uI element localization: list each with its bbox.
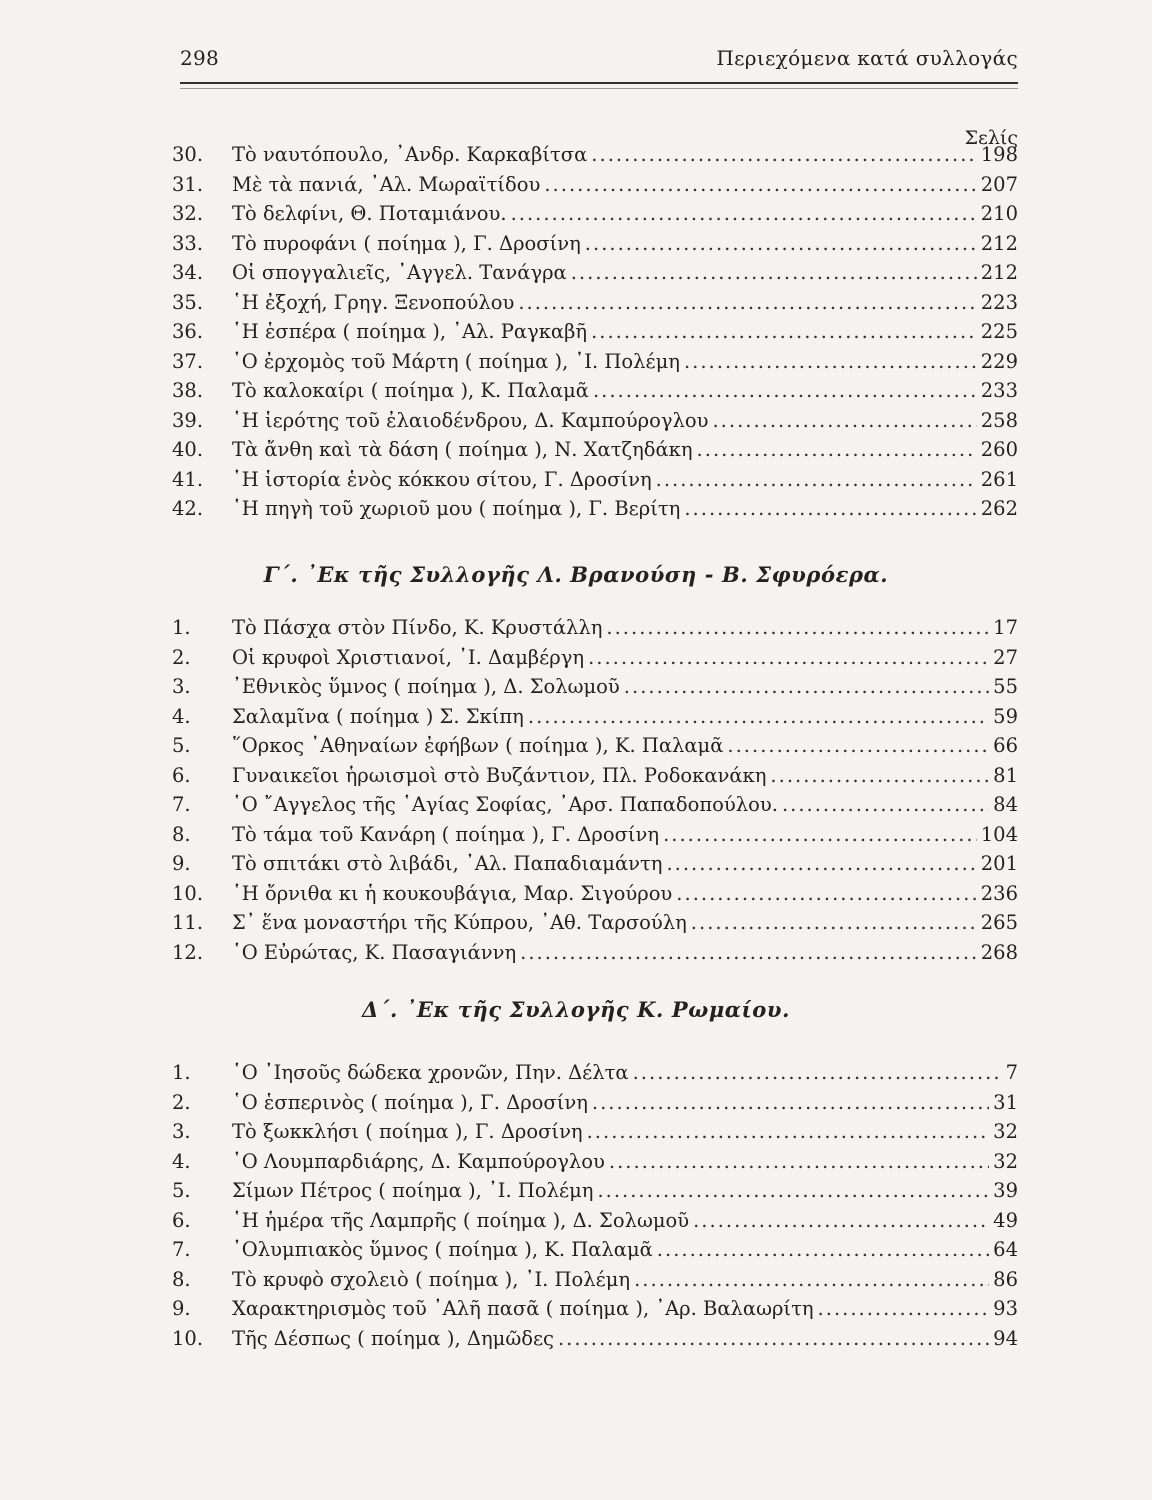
toc-entry-page: 212 xyxy=(980,261,1018,284)
toc-entry-number: 6. xyxy=(172,763,191,787)
toc-entry xyxy=(172,202,1018,232)
toc-entry-title: Χαρακτηρισμὸς τοῦ ᾿Αλῆ πασᾶ ( ποίημα ), ᾿Αρ. Βαλαωρίτη xyxy=(232,1297,814,1320)
toc-leader-dots xyxy=(511,202,977,225)
toc-entry xyxy=(172,173,1018,203)
toc-leader-dots xyxy=(591,320,977,343)
toc-entry-page: 94 xyxy=(993,1326,1018,1350)
toc-entry-number: 1. xyxy=(172,1061,191,1084)
toc-leader-dots xyxy=(691,911,977,934)
toc-entry-number: 41. xyxy=(172,467,204,491)
toc-entry-page: 81 xyxy=(993,763,1018,787)
toc-leader-dots xyxy=(571,261,977,284)
toc-entry-number: 3. xyxy=(172,1120,191,1143)
toc-entry xyxy=(172,705,1018,735)
section-c-heading xyxy=(0,562,1152,587)
running-head xyxy=(180,46,1018,74)
toc-leader-dots xyxy=(593,379,977,402)
toc-entry-page: 32 xyxy=(993,1149,1018,1173)
toc-entry-title: Σαλαμῖνα ( ποίημα ) Σ. Σκίπη xyxy=(232,704,524,728)
toc-entry-number: 4. xyxy=(172,704,191,728)
header-rule-thin xyxy=(180,88,1018,89)
toc-entry-number: 36. xyxy=(172,320,204,343)
toc-entry-title: Σίμων Πέτρος ( ποίημα ), ᾿Ι. Πολέμη xyxy=(232,1179,594,1202)
toc-entry-page: 27 xyxy=(993,645,1018,669)
toc-entry-number: 37. xyxy=(172,349,204,373)
toc-section-b xyxy=(172,143,1018,527)
header-rule xyxy=(180,82,1018,84)
toc-entry xyxy=(172,852,1018,882)
toc-entry xyxy=(172,320,1018,350)
toc-entry-title: Τὸ καλοκαίρι ( ποίημα ), Κ. Παλαμᾶ xyxy=(232,379,589,402)
toc-entry-number: 11. xyxy=(172,911,204,934)
toc-entry-title: ᾿Εθνικὸς ὕμνος ( ποίημα ), Δ. Σολωμοῦ xyxy=(232,675,620,698)
toc-entry-page: 212 xyxy=(980,231,1018,255)
toc-entry-title: ῾Ο ἐρχομὸς τοῦ Μάρτη ( ποίημα ), ᾿Ι. Πολέμη xyxy=(232,349,680,373)
toc-entry-page: 17 xyxy=(993,616,1018,639)
toc-leader-dots xyxy=(520,941,977,964)
toc-leader-dots xyxy=(634,1268,989,1291)
toc-entry-title: ῾Η ἱστορία ἑνὸς κόκκου σίτου, Γ. Δροσίνη xyxy=(232,467,652,491)
toc-entry xyxy=(172,941,1018,971)
toc-leader-dots xyxy=(676,882,976,905)
toc-entry-number: 5. xyxy=(172,1179,191,1202)
toc-entry-number: 2. xyxy=(172,645,191,669)
toc-entry-title: ῾Ο Λουμπαρδιάρης, Δ. Καμπούρογλου xyxy=(232,1149,605,1173)
toc-entry-page: 233 xyxy=(980,379,1018,402)
toc-leader-dots xyxy=(770,764,989,787)
toc-entry xyxy=(172,438,1018,468)
toc-leader-dots xyxy=(633,1061,1002,1084)
toc-entry-page: 261 xyxy=(980,467,1018,491)
toc-entry-number: 33. xyxy=(172,231,204,255)
toc-entry xyxy=(172,1327,1018,1357)
toc-entry-page: 55 xyxy=(993,675,1018,698)
toc-entry-page: 229 xyxy=(980,349,1018,373)
toc-entry-number: 39. xyxy=(172,408,204,432)
toc-entry-title: Γυναικεῖοι ἡρωισμοὶ στὸ Βυζάντιον, Πλ. Ροδοκανάκη xyxy=(232,763,767,787)
toc-entry-title: ῾Ο Εὐρώτας, Κ. Πασαγιάννη xyxy=(232,940,517,964)
toc-entry-title: ῾Η ἡμέρα τῆς Λαμπρῆς ( ποίημα ), Δ. Σολωμοῦ xyxy=(232,1208,690,1232)
toc-entry-number: 8. xyxy=(172,822,191,846)
toc-leader-dots xyxy=(606,616,989,639)
toc-entry-title: ῞Ορκος ᾿Αθηναίων ἐφήβων ( ποίημα ), Κ. Παλαμᾶ xyxy=(232,734,724,757)
toc-leader-dots xyxy=(818,1297,990,1320)
toc-leader-dots xyxy=(712,409,976,432)
toc-entry xyxy=(172,291,1018,321)
toc-entry xyxy=(172,350,1018,380)
toc-leader-dots xyxy=(592,1091,989,1114)
toc-entry-page: 225 xyxy=(980,320,1018,343)
toc-leader-dots xyxy=(544,173,976,196)
toc-leader-dots xyxy=(693,1209,989,1232)
toc-entry-title: ῾Ο ἑσπερινὸς ( ποίημα ), Γ. Δροσίνη xyxy=(232,1090,588,1114)
toc-entry-title: Τὸ κρυφὸ σχολειὸ ( ποίημα ), ᾿Ι. Πολέμη xyxy=(232,1267,631,1291)
toc-entry-title: Τὸ τάμα τοῦ Κανάρη ( ποίημα ), Γ. Δροσίνη xyxy=(232,822,660,846)
toc-leader-dots xyxy=(684,497,976,520)
toc-entry-title: Τὸ Πάσχα στὸν Πίνδο, Κ. Κρυστάλλη xyxy=(232,616,603,639)
toc-entry-page: 260 xyxy=(980,438,1018,461)
toc-leader-dots xyxy=(587,1120,990,1143)
toc-entry-title: ῾Η ἱερότης τοῦ ἐλαιοδένδρου, Δ. Καμπούρογλου xyxy=(232,408,709,432)
toc-entry-title: Οἱ κρυφοὶ Χριστιανοί, ᾿Ι. Δαμβέργη xyxy=(232,645,585,669)
toc-leader-dots xyxy=(684,350,977,373)
toc-entry-title: Τῆς Δέσπως ( ποίημα ), Δημῶδες xyxy=(232,1326,554,1350)
toc-leader-dots xyxy=(697,438,977,461)
toc-entry xyxy=(172,675,1018,705)
toc-entry-page: 59 xyxy=(993,704,1018,728)
toc-entry-number: 4. xyxy=(172,1149,191,1173)
toc-entry-page: 258 xyxy=(980,408,1018,432)
toc-entry-number: 10. xyxy=(172,881,204,905)
toc-entry-number: 34. xyxy=(172,261,204,284)
toc-entry-number: 5. xyxy=(172,734,191,757)
toc-leader-dots xyxy=(558,1327,989,1350)
toc-entry-number: 1. xyxy=(172,616,191,639)
toc-entry xyxy=(172,764,1018,794)
toc-entry-number: 12. xyxy=(172,940,204,964)
toc-entry-page: 49 xyxy=(993,1208,1018,1232)
toc-leader-dots xyxy=(609,1150,989,1173)
toc-entry-title: Σ᾿ ἕνα μοναστήρι τῆς Κύπρου, ᾿Αθ. Ταρσούλη xyxy=(232,911,687,934)
toc-entry-title: ῾Η ἑσπέρα ( ποίημα ), ᾿Αλ. Ραγκαβῆ xyxy=(232,320,588,343)
toc-entry-page: 198 xyxy=(980,143,1018,166)
section-c-heading-text: Γ΄. ᾿Εκ τῆς Συλλογῆς Λ. Βρανούση - Β. Σφυρόερα. xyxy=(263,562,889,587)
toc-entry-number: 7. xyxy=(172,1238,191,1261)
toc-entry-title: ῾Η πηγὴ τοῦ χωριοῦ μου ( ποίημα ), Γ. Βερίτη xyxy=(232,497,681,520)
toc-leader-dots xyxy=(518,291,976,314)
toc-leader-dots xyxy=(657,1238,989,1261)
toc-entry xyxy=(172,793,1018,823)
toc-entry xyxy=(172,261,1018,291)
toc-leader-dots xyxy=(597,1179,989,1202)
toc-entry-page: 201 xyxy=(980,852,1018,875)
toc-entry-page: 39 xyxy=(993,1179,1018,1202)
toc-entry-title: Οἱ σπογγαλιεῖς, ᾿Αγγελ. Τανάγρα xyxy=(232,261,567,284)
toc-entry-title: Τὸ πυροφάνι ( ποίημα ), Γ. Δροσίνη xyxy=(232,231,581,255)
toc-entry-title: ῾Ο ᾿Ιησοῦς δώδεκα χρονῶν, Πην. Δέλτα xyxy=(232,1061,629,1084)
toc-entry-number: 32. xyxy=(172,202,204,225)
toc-entry-title: Τὸ ξωκκλήσι ( ποίημα ), Γ. Δροσίνη xyxy=(232,1120,583,1143)
toc-entry xyxy=(172,409,1018,439)
toc-entry-page: 84 xyxy=(993,793,1018,816)
toc-leader-dots xyxy=(663,823,977,846)
toc-entry xyxy=(172,1209,1018,1239)
toc-leader-dots xyxy=(588,646,989,669)
toc-entry xyxy=(172,232,1018,262)
toc-entry xyxy=(172,468,1018,498)
toc-entry-page: 31 xyxy=(993,1090,1018,1114)
toc-entry xyxy=(172,1238,1018,1268)
toc-entry-page: 268 xyxy=(980,940,1018,964)
toc-entry-number: 2. xyxy=(172,1090,191,1114)
toc-leader-dots xyxy=(528,705,989,728)
toc-entry-page: 86 xyxy=(993,1267,1018,1291)
toc-entry-title: ῾Ο ῎Αγγελος τῆς ῾Αγίας Σοφίας, ᾿Αρσ. Παπαδοπούλου. xyxy=(232,793,778,816)
toc-entry-title: ῾Η ἐξοχή, Γρηγ. Ξενοπούλου xyxy=(232,290,515,314)
toc-entry-number: 35. xyxy=(172,290,204,314)
toc-entry xyxy=(172,734,1018,764)
toc-entry-number: 31. xyxy=(172,172,204,196)
toc-entry-page: 210 xyxy=(980,202,1018,225)
toc-leader-dots xyxy=(624,675,989,698)
toc-entry xyxy=(172,1268,1018,1298)
toc-entry-page: 66 xyxy=(993,734,1018,757)
toc-entry xyxy=(172,882,1018,912)
toc-leader-dots xyxy=(585,232,977,255)
toc-entry-number: 9. xyxy=(172,852,191,875)
page-number: 298 xyxy=(180,46,220,70)
toc-entry xyxy=(172,1150,1018,1180)
toc-entry-number: 7. xyxy=(172,793,191,816)
running-title: Περιεχόμενα κατά συλλογάς xyxy=(716,46,1018,70)
toc-entry-title: Μὲ τὰ πανιά, ᾿Αλ. Μωραϊτίδου xyxy=(232,172,541,196)
page-column-label: Σελίς xyxy=(964,127,1018,149)
toc-entry-number: 40. xyxy=(172,438,204,461)
toc-entry-page: 265 xyxy=(980,911,1018,934)
toc-entry xyxy=(172,143,1018,173)
toc-entry-number: 8. xyxy=(172,1267,191,1291)
toc-entry-page: 236 xyxy=(980,881,1018,905)
toc-entry-title: Τὸ ναυτόπουλο, ᾿Ανδρ. Καρκαβίτσα xyxy=(232,143,588,166)
toc-entry-page: 104 xyxy=(980,822,1018,846)
toc-entry-number: 9. xyxy=(172,1297,191,1320)
section-d-heading-text: Δ΄. ᾿Εκ τῆς Συλλογῆς Κ. Ρωμαίου. xyxy=(361,997,790,1022)
toc-entry-number: 42. xyxy=(172,497,204,520)
toc-entry xyxy=(172,497,1018,527)
toc-entry-page: 32 xyxy=(993,1120,1018,1143)
toc-entry-page: 93 xyxy=(993,1297,1018,1320)
toc-leader-dots xyxy=(727,734,989,757)
toc-entry-page: 7 xyxy=(1005,1061,1018,1084)
toc-entry-page: 223 xyxy=(980,290,1018,314)
toc-entry-page: 64 xyxy=(993,1238,1018,1261)
toc-entry xyxy=(172,646,1018,676)
toc-entry-title: Τὸ σπιτάκι στὸ λιβάδι, ᾿Αλ. Παπαδιαμάντη xyxy=(232,852,663,875)
toc-leader-dots xyxy=(591,143,976,166)
toc-entry xyxy=(172,616,1018,646)
toc-section-c xyxy=(172,616,1018,970)
toc-entry xyxy=(172,1120,1018,1150)
toc-entry xyxy=(172,1179,1018,1209)
toc-leader-dots xyxy=(666,852,976,875)
toc-entry-title: ῾Η ὄρνιθα κι ἡ κουκουβάγια, Μαρ. Σιγούρου xyxy=(232,881,673,905)
toc-entry-number: 38. xyxy=(172,379,204,402)
toc-entry-number: 10. xyxy=(172,1326,204,1350)
section-d-heading xyxy=(0,997,1152,1022)
toc-entry xyxy=(172,379,1018,409)
toc-entry-page: 207 xyxy=(980,172,1018,196)
toc-entry-title: Τὸ δελφίνι, Θ. Ποταμιάνου. xyxy=(232,202,507,225)
toc-leader-dots xyxy=(656,468,977,491)
toc-entry xyxy=(172,823,1018,853)
toc-entry-title: Τὰ ἄνθη καὶ τὰ δάση ( ποίημα ), Ν. Χατζηδάκη xyxy=(232,438,693,461)
toc-entry xyxy=(172,911,1018,941)
toc-entry-number: 30. xyxy=(172,143,204,166)
toc-entry-number: 3. xyxy=(172,675,191,698)
toc-section-d xyxy=(172,1061,1018,1356)
toc-entry xyxy=(172,1061,1018,1091)
toc-entry-number: 6. xyxy=(172,1208,191,1232)
toc-entry xyxy=(172,1297,1018,1327)
toc-entry-page: 262 xyxy=(980,497,1018,520)
toc-entry-title: ᾿Ολυμπιακὸς ὕμνος ( ποίημα ), Κ. Παλαμᾶ xyxy=(232,1238,653,1261)
toc-leader-dots xyxy=(782,793,989,816)
toc-entry xyxy=(172,1091,1018,1121)
